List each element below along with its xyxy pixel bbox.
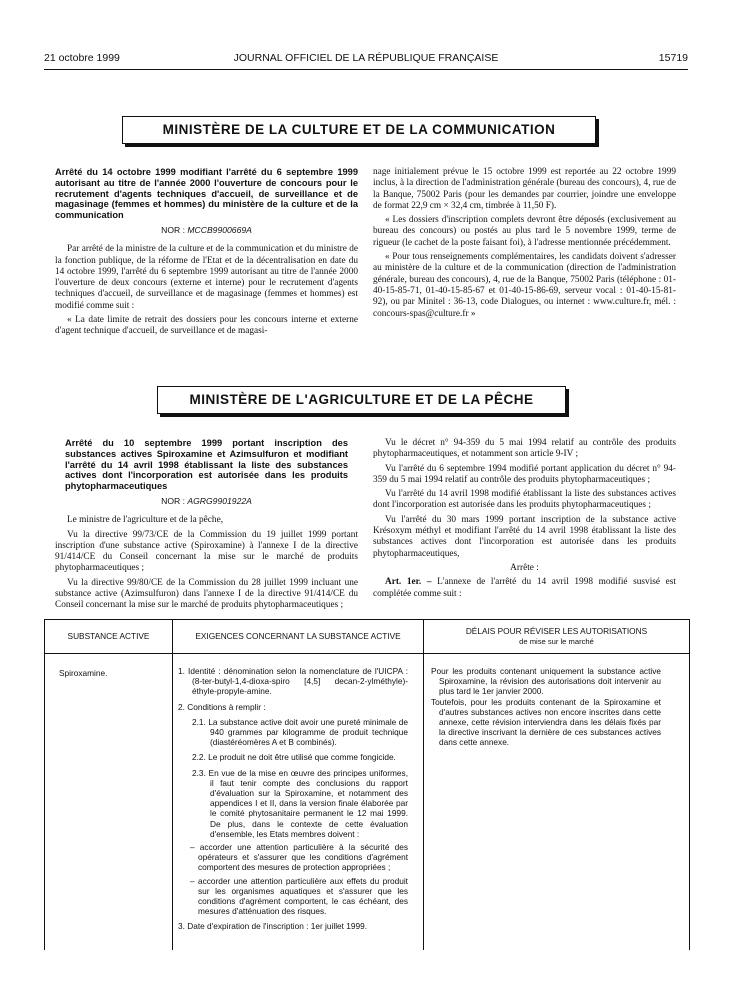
nor-code: MCCB9900669A: [187, 224, 252, 235]
journal-title: JOURNAL OFFICIEL DE LA RÉPUBLIQUE FRANÇAISE: [233, 52, 499, 64]
page-header: [44, 52, 688, 68]
section2-paragraph: Le ministre de l'agriculture et de la pêche,: [67, 515, 224, 526]
header-requirements-text: EXIGENCES CONCERNANT LA SUBSTANCE ACTIVE: [195, 631, 401, 642]
requirement-conditions: 2. Conditions à remplir :: [178, 701, 266, 712]
requirement-identity: 1. Identité : dénomination selon la nomenclature de l'UICPA : (8-ter-butyl-1,4-dioxa-spiro [4,5] decan-2-ylméthyle)-éthyle-propyle-amine.: [178, 666, 408, 697]
section2-paragraph: Vu la directive 99/80/CE de la Commission du 28 juillet 1999 incluant une substance active (Azimsulfuron) dans l'annexe I de la directive 91/414/CE du Conseil concernant la mise sur le marché de produits phytopharmaceutiques ;: [55, 577, 358, 611]
table-header-rule: [45, 653, 689, 654]
section2-left-column: [55, 438, 358, 615]
section1-paragraph: nage initialement prévue le 15 octobre 1999 est reportée au 22 octobre 1999 inclus, à la direction de l'administration générale (bureau des concours), 4, rue de la Banque, 75002 Paris (pour les demandes par courrier, joindre une enveloppe de format 22,9 cm × 32,4 cm, timbrée à 11,50 F).: [373, 167, 676, 211]
article-label: Art. 1er. –: [385, 577, 432, 588]
page-number: 15719: [658, 52, 688, 64]
ministry-culture-heading: MINISTÈRE DE LA CULTURE ET DE LA COMMUNICATION: [122, 116, 596, 144]
requirement-dash-1: – accorder une attention particulière à la sécurité des opérateurs et s'assurer que les conditions d'agrément comportent des mesures de protection appropriées ;: [190, 842, 408, 873]
section2-paragraph: Vu la directive 99/73/CE de la Commission du 19 juillet 1999 portant inscription d'une substance active (Spiroxamine) à l'annexe I de la directive 91/414/CE du Conseil concernant la mise sur le marché de produits phytopharmaceutiques ;: [55, 529, 358, 574]
nor-code: AGRG9901922A: [187, 495, 252, 506]
section2-right-column: [373, 438, 676, 603]
requirement-2-2: 2.2. Le produit ne doit être utilisé que comme fongicide.: [192, 752, 396, 763]
table-column-divider: [172, 620, 173, 950]
substance-name: Spiroxamine.: [59, 668, 108, 678]
header-rule: [44, 69, 688, 70]
delay-paragraph-2: Toutefois, pour les produits contenant de la Spiroxamine et d'autres substances actives non encore inscrites dans cette annexe, cette révision interviendra dans les délais fixés par la directive inscrivant la dernière de ces substances actives dans cette annexe.: [431, 696, 661, 748]
section2-title: Arrêté du 10 septembre 1999 portant inscription des substances actives Spiroxamine et Azimsulfuron et modifiant l'arrêté du 14 avril 1998 établissant la liste des substances actives dont l'incorporation est autorisée dans les produits phytopharmaceutiques: [65, 438, 348, 492]
requirement-expiry: 3. Date d'expiration de l'inscription : 1er juillet 1999.: [178, 921, 368, 932]
section2-paragraph: Vu l'arrêté du 30 mars 1999 portant inscription de la substance active Krésoxym méthyl et modifiant l'arrêté du 14 avril 1998 établissant la liste des substances actives dont l'incorporation est autorisée dans les produits phytopharmaceutiques,: [373, 514, 676, 559]
section1-paragraph: « Pour tous renseignements complémentaires, les candidats doivent s'adresser au ministère de la culture et de la communication (direction de l'administration générale, bureau des concours), 4, rue de la Banque, 75002 Paris (téléphone : 01-40-15-85-71, 01-40-15-85-67 et 01-40-15-86-69, serveur vocal : 01-40-15-81-92), ou par Minitel : 36-13, code Dialogues, ou internet : www.culture.fr, mél. : concours-spas@culture.fr »: [373, 252, 676, 319]
section1-paragraph: Par arrêté de la ministre de la culture et de la communication et du ministre de la fonction publique, de la réforme de l'Etat et de la décentralisation en date du 14 octobre 1999, l'arrêté du 6 septembre 1999 autorisant au titre de l'année 2000 l'ouverture de deux concours (externe et interne) pour le recrutement d'agents techniques d'accueil, de surveillance et de magasinage (femmes et hommes) est modifié comme suit :: [55, 244, 358, 311]
section1-left-column: [55, 167, 358, 341]
section2-paragraph: Vu l'arrêté du 14 avril 1998 modifié établissant la liste des substances actives dont l'incorporation est autorisée dans les produits phytopharmaceutiques ;: [373, 489, 676, 511]
substances-table: [44, 619, 690, 950]
section1-paragraph: « La date limite de retrait des dossiers pour les concours interne et externe d'agent technique d'accueil, de surveillance et de magasi-: [55, 315, 358, 337]
nor-label: NOR :: [161, 224, 185, 235]
header-delays-line2: de mise sur le marché: [519, 636, 594, 646]
header-substance: [45, 620, 172, 653]
ministry-agriculture-heading: MINISTÈRE DE L'AGRICULTURE ET DE LA PÊCHE: [157, 386, 566, 414]
nor-label: NOR :: [161, 495, 185, 506]
section2-paragraph: Vu le décret n° 94-359 du 5 mai 1994 relatif au contrôle des produits phytopharmaceutiques, et notamment son article 9-IV ;: [373, 438, 676, 460]
header-delays: [424, 620, 689, 653]
section1-paragraph: « Les dossiers d'inscription complets devront être déposés (exclusivement au bureau des concours) ou postés au plus tard le 5 novembre 1999, terme de rigueur (le cachet de la poste faisant foi), à l'adresse mentionnée précédemment.: [373, 215, 676, 248]
section2-nor: [55, 496, 358, 507]
arrete-line: Arrête :: [510, 562, 539, 573]
delays-cell: [431, 666, 661, 748]
section1-right-column: [373, 167, 676, 323]
delay-paragraph-1: Pour les produits contenant uniquement la substance active Spiroxamine, la révision des autorisations doit intervenir au plus tard le 1er janvier 2000.: [431, 666, 661, 697]
header-requirements: [173, 620, 423, 653]
section1-title: Arrêté du 14 octobre 1999 modifiant l'arrêté du 6 septembre 1999 autorisant au titre de l'année 2000 l'ouverture de concours pour le recrutement d'agents techniques d'accueil, de surveillance et de magasinage (femmes et hommes) du ministère de la culture et de la communication: [55, 167, 358, 221]
section2-paragraph: Vu l'arrêté du 6 septembre 1994 modifié portant application du décret n° 94-359 du 5 mai 1994 relatif au contrôle des produits phytopharmaceutiques ;: [373, 463, 676, 485]
requirement-2-3: 2.3. En vue de la mise en œuvre des principes uniformes, il faut tenir compte des conclusions du rapport d'évaluation sur la Spiroxamine, et notamment des appendices I et II, dans la version finale élaborée par le comité phytosanitaire permanent le 12 mai 1999. De plus, dans le contexte de cette évaluation d'ensemble, les Etats membres doivent :: [192, 767, 408, 839]
issue-date: 21 octobre 1999: [44, 52, 120, 64]
header-substance-text: SUBSTANCE ACTIVE: [67, 631, 150, 642]
requirements-cell: [178, 666, 408, 937]
header-delays-line1: DÉLAIS POUR RÉVISER LES AUTORISATIONS: [465, 626, 648, 637]
requirement-dash-2: – accorder une attention particulière aux effets du produit sur les organismes aquatiques et s'assurer que les conditions d'agrément comportent, le cas échéant, des mesures d'atténuation des risques.: [190, 875, 408, 917]
article-1: [373, 577, 676, 600]
requirement-2-1: 2.1. La substance active doit avoir une pureté minimale de 940 grammes par kilogramme de produit technique (diastéréomères A et B combinés).: [192, 716, 408, 748]
table-column-divider: [423, 620, 424, 950]
article-text: L'annexe de l'arrêté du 14 avril 1998 modifié susvisé est complétée comme suit :: [373, 577, 676, 599]
section1-nor: [55, 225, 358, 236]
